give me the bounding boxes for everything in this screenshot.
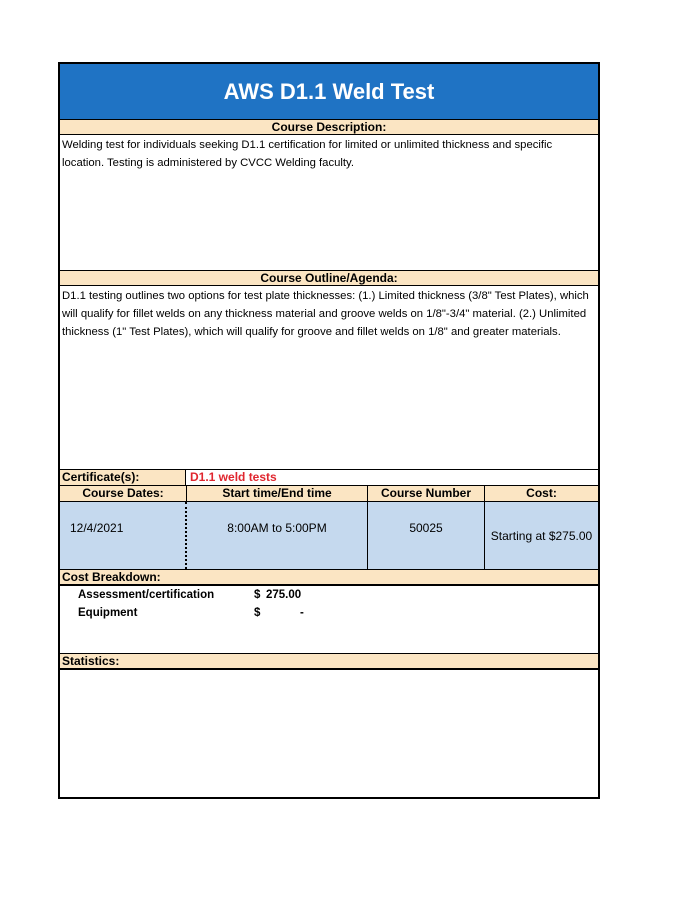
course-outline-text: D1.1 testing outlines two options for test plate thicknesses: (1.) Limited thickness (3/8" Test Plates), which will qualify for fillet welds on any thickness material and groove welds on 1/8"-3/4" material. (2.) Unlimited thickness (1" Test Plates), which will qualify for groove and fillet welds on 1/8" and greater materials. [62,290,589,338]
course-number-value: 50025 [409,521,443,535]
cost-value: Starting at $275.00 [490,529,593,543]
schedule-data-row [60,502,598,569]
certificate-label: Certificate(s): [60,470,186,485]
course-description-heading: Course Description: [60,119,598,135]
cost-item-assessment [78,586,378,604]
cost-item-amount: - [300,607,304,619]
header-cost: Cost: [526,486,557,500]
cost-breakdown-list [78,586,378,622]
statistics-heading: Statistics: [60,653,598,670]
cost-breakdown-heading: Cost Breakdown: [60,569,598,586]
course-description-text: Welding test for individuals seeking D1.1 certification for limited or unlimited thickness and specific location. Testing is administered by CVCC Welding faculty. [62,139,553,169]
cost-item-currency: $ [254,607,261,619]
header-start-end-time: Start time/End time [222,486,332,500]
schedule-header-row [60,485,598,502]
cost-item-currency: $ [254,589,261,601]
certificate-row [60,469,598,485]
certificate-value: D1.1 weld tests [190,470,277,484]
header-course-number: Course Number [380,486,472,500]
course-date-value: 12/4/2021 [70,521,124,535]
cost-item-equipment [78,604,378,622]
cost-item-label: Assessment/certification [78,589,215,601]
cost-item-label: Equipment [78,607,138,619]
course-sheet [58,62,600,799]
page-title: AWS D1.1 Weld Test [60,64,598,119]
course-outline-heading: Course Outline/Agenda: [60,270,598,286]
header-course-dates: Course Dates: [82,486,164,500]
time-value: 8:00AM to 5:00PM [227,521,327,535]
cost-item-amount: 275.00 [266,589,302,601]
